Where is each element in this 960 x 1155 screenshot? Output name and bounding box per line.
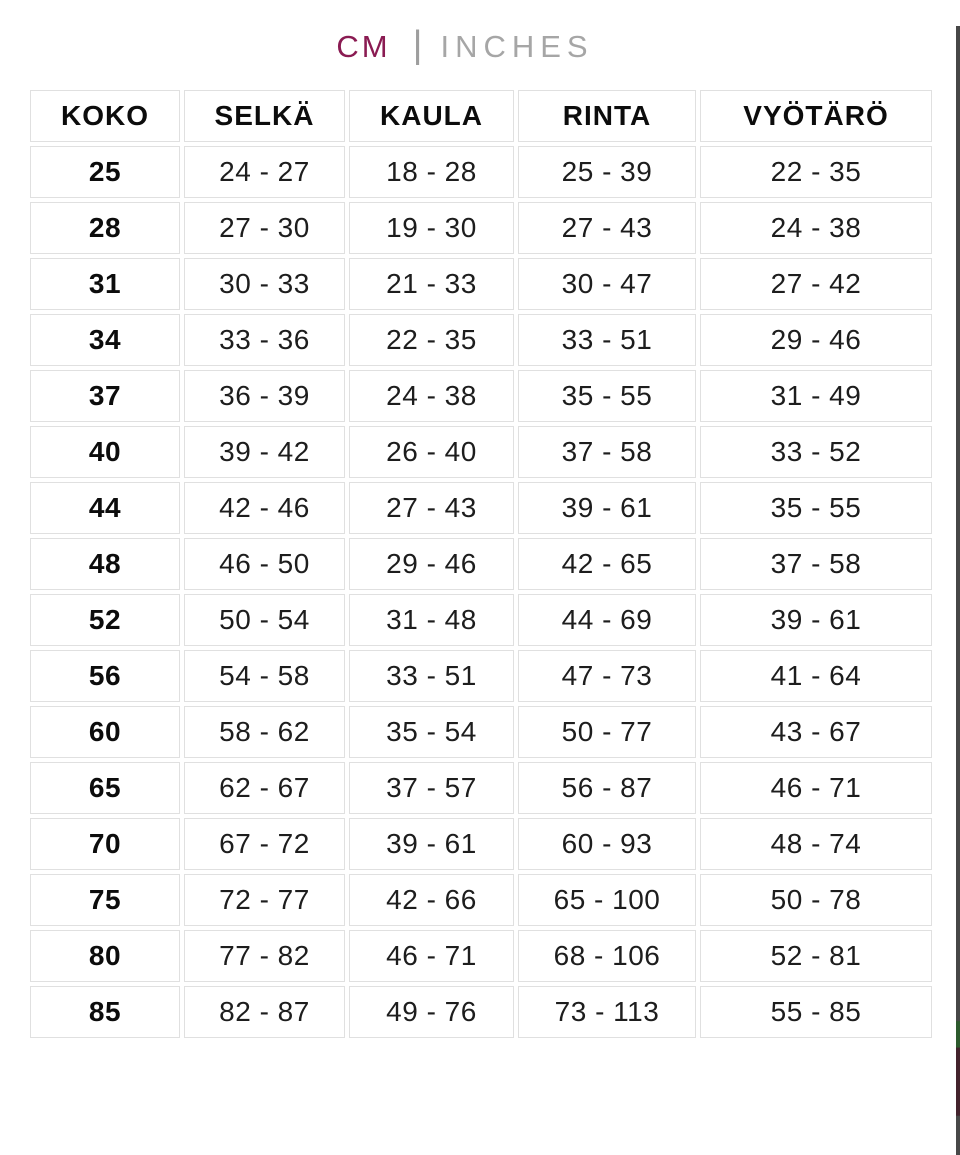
table-row	[30, 314, 932, 366]
table-row	[30, 258, 932, 310]
range-cell: 82 - 87	[184, 986, 345, 1038]
range-cell: 39 - 61	[349, 818, 514, 870]
range-cell: 22 - 35	[700, 146, 932, 198]
size-cell: 65	[30, 762, 180, 814]
size-cell: 34	[30, 314, 180, 366]
table-row	[30, 986, 932, 1038]
range-cell: 77 - 82	[184, 930, 345, 982]
range-cell: 27 - 43	[349, 482, 514, 534]
table-row	[30, 706, 932, 758]
range-cell: 60 - 93	[518, 818, 696, 870]
range-cell: 43 - 67	[700, 706, 932, 758]
range-cell: 54 - 58	[184, 650, 345, 702]
range-cell: 27 - 42	[700, 258, 932, 310]
size-cell: 60	[30, 706, 180, 758]
size-cell: 40	[30, 426, 180, 478]
range-cell: 27 - 43	[518, 202, 696, 254]
table-row	[30, 762, 932, 814]
range-cell: 37 - 58	[518, 426, 696, 478]
size-cell: 85	[30, 986, 180, 1038]
size-cell: 70	[30, 818, 180, 870]
range-cell: 42 - 46	[184, 482, 345, 534]
size-cell: 52	[30, 594, 180, 646]
size-cell: 44	[30, 482, 180, 534]
range-cell: 46 - 71	[700, 762, 932, 814]
range-cell: 50 - 78	[700, 874, 932, 926]
range-cell: 68 - 106	[518, 930, 696, 982]
unit-toggle	[0, 23, 930, 68]
range-cell: 36 - 39	[184, 370, 345, 422]
range-cell: 24 - 38	[700, 202, 932, 254]
range-cell: 22 - 35	[349, 314, 514, 366]
range-cell: 33 - 51	[518, 314, 696, 366]
range-cell: 33 - 36	[184, 314, 345, 366]
range-cell: 52 - 81	[700, 930, 932, 982]
range-cell: 39 - 61	[518, 482, 696, 534]
range-cell: 55 - 85	[700, 986, 932, 1038]
col-header-koko: KOKO	[30, 90, 180, 142]
table-row	[30, 370, 932, 422]
size-cell: 25	[30, 146, 180, 198]
range-cell: 42 - 65	[518, 538, 696, 590]
table-row	[30, 874, 932, 926]
range-cell: 29 - 46	[700, 314, 932, 366]
range-cell: 35 - 54	[349, 706, 514, 758]
table-row	[30, 594, 932, 646]
table-row	[30, 818, 932, 870]
table-row	[30, 930, 932, 982]
range-cell: 18 - 28	[349, 146, 514, 198]
size-cell: 37	[30, 370, 180, 422]
range-cell: 50 - 77	[518, 706, 696, 758]
range-cell: 30 - 33	[184, 258, 345, 310]
col-header-selka: SELKÄ	[184, 90, 345, 142]
range-cell: 24 - 27	[184, 146, 345, 198]
range-cell: 39 - 42	[184, 426, 345, 478]
range-cell: 33 - 52	[700, 426, 932, 478]
col-header-vyotaro: VYÖTÄRÖ	[700, 90, 932, 142]
size-chart-table	[26, 86, 936, 1042]
range-cell: 29 - 46	[349, 538, 514, 590]
range-cell: 30 - 47	[518, 258, 696, 310]
col-header-rinta: RINTA	[518, 90, 696, 142]
range-cell: 46 - 50	[184, 538, 345, 590]
unit-cm-button[interactable]: CM	[336, 29, 391, 64]
size-cell: 31	[30, 258, 180, 310]
size-cell: 80	[30, 930, 180, 982]
range-cell: 49 - 76	[349, 986, 514, 1038]
range-cell: 46 - 71	[349, 930, 514, 982]
size-cell: 75	[30, 874, 180, 926]
range-cell: 33 - 51	[349, 650, 514, 702]
range-cell: 48 - 74	[700, 818, 932, 870]
range-cell: 35 - 55	[518, 370, 696, 422]
col-header-kaula: KAULA	[349, 90, 514, 142]
range-cell: 31 - 48	[349, 594, 514, 646]
table-row	[30, 538, 932, 590]
range-cell: 56 - 87	[518, 762, 696, 814]
range-cell: 21 - 33	[349, 258, 514, 310]
range-cell: 62 - 67	[184, 762, 345, 814]
table-row	[30, 482, 932, 534]
range-cell: 67 - 72	[184, 818, 345, 870]
table-row	[30, 426, 932, 478]
right-edge-strip	[956, 26, 960, 1155]
unit-inches-button[interactable]: INCHES	[440, 29, 594, 64]
range-cell: 27 - 30	[184, 202, 345, 254]
range-cell: 39 - 61	[700, 594, 932, 646]
range-cell: 24 - 38	[349, 370, 514, 422]
table-row	[30, 202, 932, 254]
size-cell: 56	[30, 650, 180, 702]
range-cell: 72 - 77	[184, 874, 345, 926]
size-cell: 48	[30, 538, 180, 590]
range-cell: 73 - 113	[518, 986, 696, 1038]
range-cell: 35 - 55	[700, 482, 932, 534]
range-cell: 41 - 64	[700, 650, 932, 702]
header-row	[30, 90, 932, 142]
range-cell: 47 - 73	[518, 650, 696, 702]
unit-divider: |	[412, 23, 423, 66]
range-cell: 65 - 100	[518, 874, 696, 926]
size-cell: 28	[30, 202, 180, 254]
range-cell: 44 - 69	[518, 594, 696, 646]
range-cell: 37 - 58	[700, 538, 932, 590]
table-row	[30, 650, 932, 702]
range-cell: 50 - 54	[184, 594, 345, 646]
range-cell: 26 - 40	[349, 426, 514, 478]
range-cell: 31 - 49	[700, 370, 932, 422]
table-row	[30, 146, 932, 198]
range-cell: 25 - 39	[518, 146, 696, 198]
range-cell: 58 - 62	[184, 706, 345, 758]
range-cell: 37 - 57	[349, 762, 514, 814]
range-cell: 42 - 66	[349, 874, 514, 926]
range-cell: 19 - 30	[349, 202, 514, 254]
